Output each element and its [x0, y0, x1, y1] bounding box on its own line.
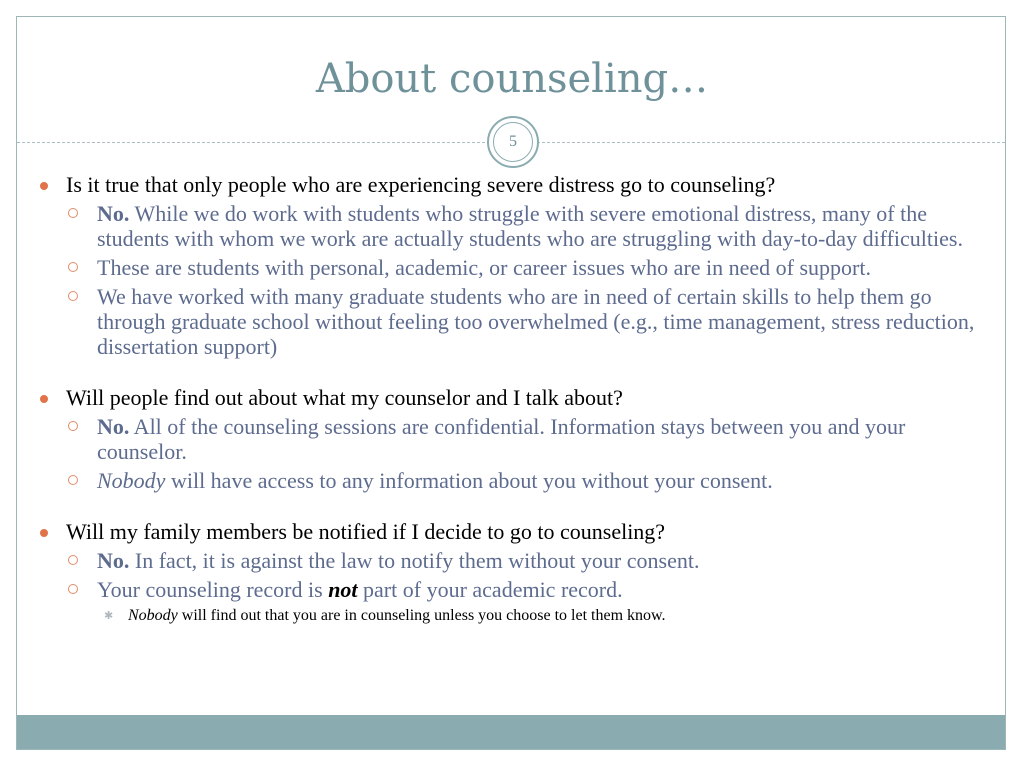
question-3-text: Will my family members be notified if I decide to go to counseling? — [66, 519, 666, 544]
q1-answer-2-text: These are students with personal, academic, or career issues who are in need of support. — [97, 255, 871, 280]
question-1-text: Is it true that only people who are experiencing severe distress go to counseling? — [66, 172, 776, 197]
q2-answer-1 — [40, 414, 998, 464]
hollow-bullet-icon — [68, 208, 78, 218]
hollow-bullet-icon — [68, 555, 78, 565]
question-2 — [40, 385, 998, 410]
q1-answer-1-lead: No. — [97, 201, 130, 226]
q3-answer-1-lead: No. — [97, 548, 130, 573]
bullet-icon — [40, 529, 48, 537]
hollow-bullet-icon — [68, 262, 78, 272]
q2-answer-2 — [40, 468, 998, 493]
q3-answer-2 — [40, 577, 998, 602]
q1-answer-3-text: We have worked with many graduate students who are in need of certain skills to help them go through graduate school without feeling too overwhelmed (e.g., time management, stress reduction, dissertation support) — [97, 284, 975, 359]
q3-answer-2-emph: not — [328, 577, 358, 602]
q2-answer-2-text: will have access to any information about you without your consent. — [165, 468, 773, 493]
q1-answer-2 — [40, 255, 998, 280]
spacer — [40, 359, 998, 385]
bullet-icon — [40, 182, 48, 190]
q1-answer-1 — [40, 201, 998, 251]
slide-number: 5 — [493, 122, 533, 162]
q1-answer-3 — [40, 284, 998, 359]
q3-answer-1 — [40, 548, 998, 573]
slide-number-badge — [487, 116, 539, 168]
question-1 — [40, 172, 998, 197]
star-bullet-icon: ✱ — [104, 610, 114, 622]
hollow-bullet-icon — [68, 584, 78, 594]
hollow-bullet-icon — [68, 291, 78, 301]
slide-content — [40, 172, 998, 626]
q3-answer-2-pre: Your counseling record is — [97, 577, 329, 602]
question-3 — [40, 519, 998, 544]
q2-answer-2-lead: Nobody — [97, 468, 166, 493]
q3-sub-answer-lead: Nobody — [128, 607, 178, 624]
bullet-icon — [40, 395, 48, 403]
footer-bar — [17, 715, 1005, 749]
q2-answer-1-lead: No. — [97, 414, 130, 439]
hollow-bullet-icon — [68, 475, 78, 485]
q1-answer-1-text: While we do work with students who struggle with severe emotional distress, many of the students with whom we work are actually students who are struggling with day-to-day difficulties. — [97, 201, 963, 251]
q3-answer-1-text: In fact, it is against the law to notify them without your consent. — [129, 548, 700, 573]
q3-sub-answer-text: will find out that you are in counseling unless you choose to let them know. — [177, 607, 666, 624]
slide-title: About counseling… — [315, 56, 709, 102]
q3-answer-2-post: part of your academic record. — [357, 577, 623, 602]
question-2-text: Will people find out about what my counselor and I talk about? — [66, 385, 623, 410]
spacer — [40, 493, 998, 519]
q3-sub-answer — [40, 606, 998, 626]
q2-answer-1-text: All of the counseling sessions are confidential. Information stays between you and your counselor. — [97, 414, 906, 464]
hollow-bullet-icon — [68, 421, 78, 431]
